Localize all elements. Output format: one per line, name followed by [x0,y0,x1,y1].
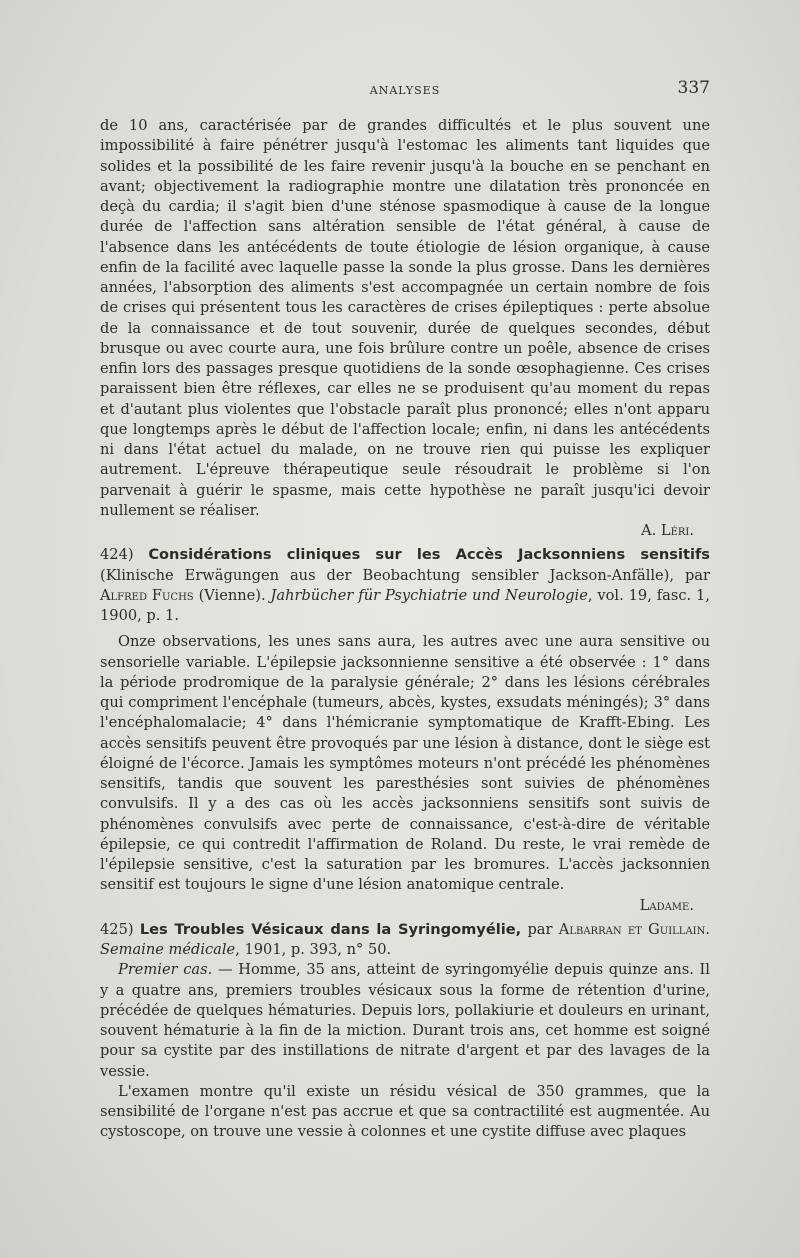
article-424-title: Considérations cliniques sur les Accès Jacksonniens sensitifs [148,546,710,564]
article-425-paragraph-2: L'examen montre qu'il existe un résidu vésical de 350 grammes, que la sensibilité de l'organe n'est pas accrue et que sa contractilité est augmentée. Au cystoscope, on trouve une vessie à colonnes et une cystite diffuse avec plaques [100,1082,710,1141]
case-label: Premier cas. [118,961,213,979]
body-text [100,116,710,1143]
article-425-title: Les Troubles Vésicaux dans la Syringomyélie, [139,920,522,938]
article-425-par: par [527,920,553,938]
article-425 [100,920,710,1143]
article-424-journal: Jahrbücher für Psychiatrie und Neurologie [270,586,588,604]
article-425-paragraph-1 [100,960,710,1082]
article-424-author: Alfred Fuchs [100,586,194,604]
article-424-citation: , vol. 19, fasc. 1, 1900, p. 1. [100,586,710,624]
article-424-subtitle: (Klinische Erwägungen aus der Beobachtung sensibler Jackson-Anfälle), par [100,566,710,584]
case-text: — Homme, 35 ans, atteint de syringomyélie depuis quinze ans. Il y a quatre ans, premiers troubles vésicaux sous la forme de rétention d'urine, précédée de quelques hématuries. Depuis lors, pollakiurie et douleurs en urinant, souvent hématurie à la fin de la miction. Durant trois ans, cet homme est soigné pour sa cystite par des instillations de nitrate d'argent et par des lavages de la vessie. [100,961,710,1080]
article-425-heading [100,920,710,961]
article-424-paragraph: Onze observations, les unes sans aura, les autres avec une aura sensitive ou sensorielle variable. L'épilepsie jacksonnienne sensitive a été observée : 1° dans la période prodromique de la paralysie générale; 2° dans les lésions cérébrales qui compriment l'encéphale (tumeurs, abcès, kystes, exsudats méningés); 3° dans l'encéphalomalacie; 4° dans l'hémicranie symptomatique de Krafft-Ebing. Les accès sensitifs peuvent être provoqués par une lésion à distance, dont le siège est éloigné de l'écorce. Jamais les symptômes moteurs n'ont précédé les phénomènes sensitifs, tandis que souvent les paresthésies sont suivies de phénomènes convulsifs. Il y a des cas où les accès jacksonniens sensitifs sont suivis de phénomènes convulsifs avec perte de connaissance, c'est-à-dire de véritable épilepsie, ce qui contredit l'affirmation de Roland. Du reste, le vrai remède de l'épilepsie sensitive, c'est la saturation par les bromures. L'accès jacksonnien sensitif est toujours le signe d'une lésion anatomique centrale. [100,633,710,894]
article-424 [100,545,710,916]
signature-ladame: Ladame. [639,896,694,914]
article-424-heading [100,545,710,626]
article-425-citation: , 1901, p. 393, n° 50. [235,941,392,958]
page-header [100,78,710,104]
article-425-authors: Albarran et Guillain. [558,920,711,938]
previous-article-paragraph: de 10 ans, caractérisée par de grandes difficultés et le plus souvent une impossibilité à faire pénétrer jusqu'à l'estomac les aliments tant liquides que solides et la possibilité de les faire revenir jusqu'à la bouche en se penchant en avant; objectivement la radiographie montre une dilatation très prononcée en deçà du cardia; il s'agit bien d'une sténose spasmodique à cause de la longue durée de l'affection sans altération sensible de l'état général, à cause de l'absence dans les antécédents de toute étiologie de lésion organique, à cause enfin de la facilité avec laquelle passe la sonde la plus grosse. Dans les dernières années, l'absorption des aliments s'est accompagnée un certain nombre de fois de crises qui présentent tous les caractères de crises épileptiques : perte absolue de la connaissance et de tout souvenir, durée de quelques secondes, début brusque ou avec courte aura, une fois brûlure contre un poêle, absence de crises enfin lors des passages presque quotidiens de la sonde œsophagienne. Ces crises paraissent bien être réflexes, car elles ne se produisent qu'au moment du repas et d'autant plus violentes que l'obstacle paraît plus prononcé; elles n'ont apparu que longtemps après le début de l'affection locale; enfin, ni dans les antécédents ni dans l'état actuel du malade, on ne trouve rien qui puisse les expliquer autrement. L'épreuve thérapeutique seule résoudrait le problème si l'on parvenait à guérir le spasme, mais cette hypothèse ne paraît jusqu'ici devoir nullement se réaliser. [100,117,710,519]
article-424-number: 424) [100,546,134,564]
article-424-author-place: (Vienne). [198,586,266,604]
running-head: ANALYSES [369,84,441,97]
article-425-journal: Semaine médicale [100,941,236,958]
signature-leri: A. Léri. [641,522,694,539]
page-number: 337 [677,78,710,98]
article-425-number: 425) [100,920,134,938]
